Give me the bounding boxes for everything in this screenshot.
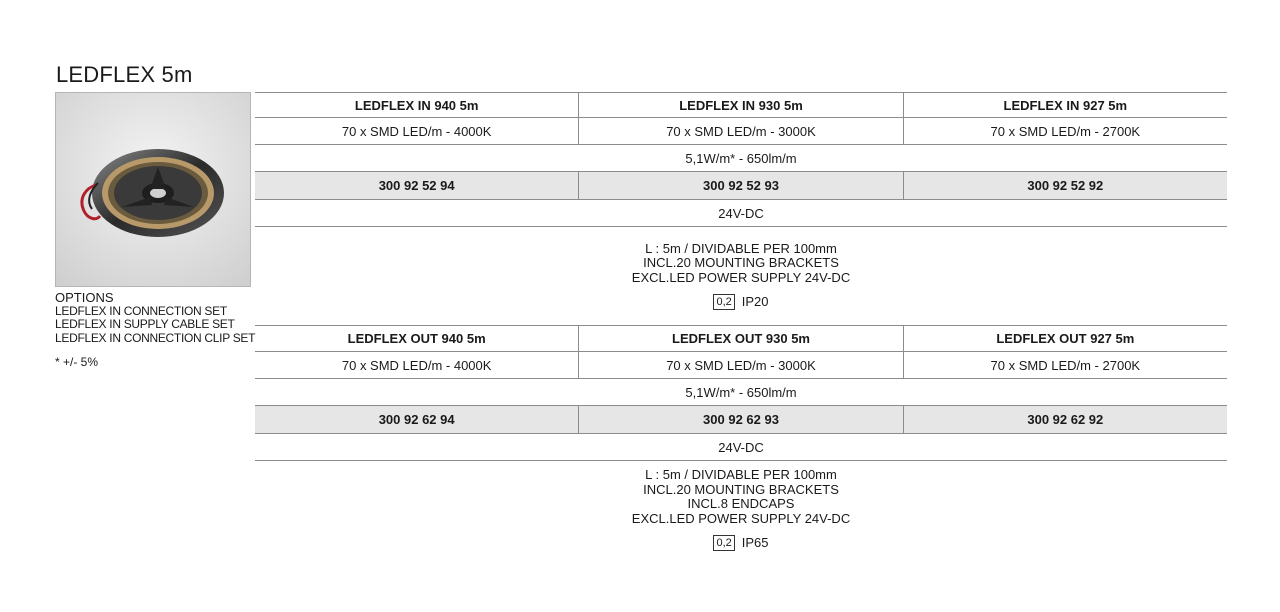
spec-row: [255, 352, 1227, 379]
options-list: [55, 291, 255, 345]
spec-row: [255, 118, 1227, 145]
voltage-spec: 24V-DC: [718, 205, 764, 221]
description-line: EXCL.LED POWER SUPPLY 24V-DC: [631, 510, 851, 526]
ip-rating: IP20: [741, 294, 769, 309]
model-name: LEDFLEX OUT 930 5m: [579, 326, 903, 351]
boxed-value: 0,2: [713, 294, 734, 310]
power-spec: 5,1W/m* - 650lm/m: [685, 150, 797, 166]
article-code: 300 92 52 92: [1027, 178, 1104, 193]
product-image: [55, 92, 251, 287]
article-code: 300 92 62 94: [255, 406, 579, 433]
model-name: LEDFLEX IN 927 5m: [1003, 97, 1128, 113]
model-name: LEDFLEX OUT 940 5m: [255, 326, 579, 351]
description-line: L : 5m / DIVIDABLE PER 100mm: [645, 467, 837, 482]
option-item: LEDFLEX IN CONNECTION SET: [55, 303, 227, 318]
article-code: 300 92 62 93: [579, 406, 903, 433]
voltage-row: [255, 200, 1227, 227]
model-row: [255, 326, 1227, 352]
power-spec: 5,1W/m* - 650lm/m: [685, 384, 797, 400]
model-name: LEDFLEX IN 940 5m: [255, 93, 579, 117]
article-code: 300 92 62 92: [1027, 412, 1104, 427]
model-name: LEDFLEX IN 930 5m: [579, 93, 903, 117]
model-name: LEDFLEX OUT 927 5m: [996, 331, 1135, 346]
code-row: [255, 172, 1227, 200]
ip-rating-row: [713, 294, 768, 310]
code-row: [255, 406, 1227, 434]
in-spec-table: [255, 92, 1227, 326]
description-row: [255, 461, 1227, 561]
led-spec: 70 x SMD LED/m - 3000K: [579, 352, 903, 378]
led-spec: 70 x SMD LED/m - 4000K: [255, 352, 579, 378]
ip-rating-row: [713, 535, 768, 551]
power-row: [255, 145, 1227, 172]
description-line: EXCL.LED POWER SUPPLY 24V-DC: [631, 269, 851, 285]
voltage-spec: 24V-DC: [718, 439, 764, 455]
description: [255, 461, 1227, 561]
page-title: LEDFLEX 5m: [56, 62, 193, 87]
description-line: INCL.8 ENDCAPS: [687, 496, 795, 511]
voltage-row: [255, 434, 1227, 461]
footnote: * +/- 5%: [55, 355, 99, 369]
article-code: 300 92 52 93: [579, 172, 903, 199]
description-line: INCL.20 MOUNTING BRACKETS: [643, 481, 839, 497]
led-spec: 70 x SMD LED/m - 4000K: [255, 118, 579, 144]
model-row: [255, 92, 1227, 118]
description-line: L : 5m / DIVIDABLE PER 100mm: [645, 240, 837, 256]
options-heading: OPTIONS: [55, 290, 114, 305]
description-row: [255, 227, 1227, 326]
option-item: LEDFLEX IN CONNECTION CLIP SET: [55, 330, 256, 345]
power-row: [255, 379, 1227, 406]
led-spec: 70 x SMD LED/m - 2700K: [990, 123, 1141, 139]
description-line: INCL.20 MOUNTING BRACKETS: [643, 255, 839, 271]
led-strip-reel-icon: [56, 93, 251, 287]
out-spec-table: [255, 326, 1227, 561]
ip-rating: IP65: [741, 534, 769, 550]
description: [255, 227, 1227, 325]
led-spec: 70 x SMD LED/m - 3000K: [579, 118, 903, 144]
led-spec: 70 x SMD LED/m - 2700K: [990, 357, 1141, 373]
boxed-value: 0,2: [713, 535, 734, 551]
option-item: LEDFLEX IN SUPPLY CABLE SET: [55, 317, 235, 331]
article-code: 300 92 52 94: [255, 172, 579, 199]
